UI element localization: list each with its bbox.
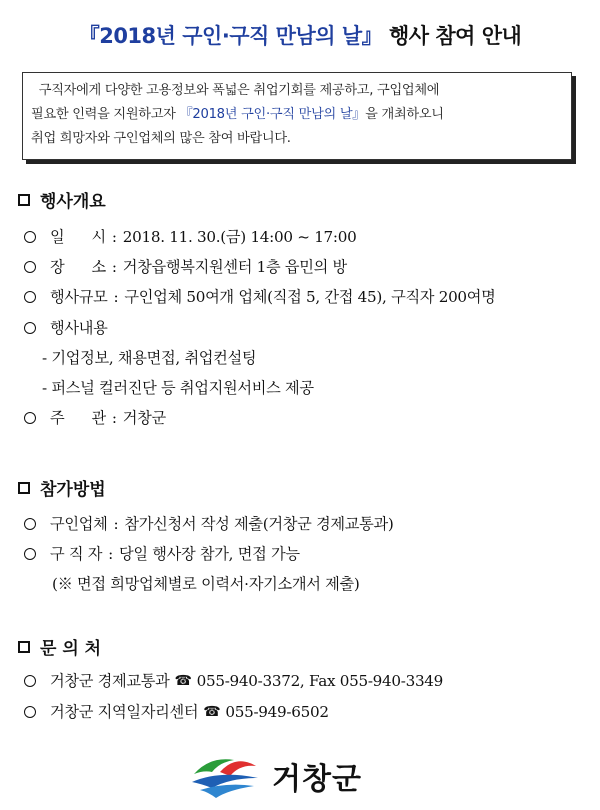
section-contact-label: 문 의 처 <box>40 639 102 659</box>
section-method-heading <box>18 475 106 500</box>
overview-date-row: 일 시 : 2018. 11. 30.(금) 14:00 ~ 17:00 <box>24 226 356 247</box>
telephone-icon: ☎ <box>203 703 221 720</box>
circle-bullet-icon <box>24 518 36 530</box>
method-note: (※ 면접 희망업체별로 이력서·자기소개서 제출) <box>52 575 360 593</box>
content-item: - 기업정보, 채용면접, 취업컨설팅 <box>42 349 257 367</box>
overview-host-row: 주 관 : 거창군 <box>24 407 166 428</box>
intro-line-2-a: 필요한 인력을 지원하고자 <box>31 107 180 122</box>
intro-line-2 <box>31 103 563 127</box>
section-contact-heading <box>18 634 101 659</box>
contact-row-1 <box>24 670 443 691</box>
company-value: 참가신청서 작성 제출(거창군 경제교통과) <box>124 515 394 533</box>
content-label: 행사내용 <box>50 319 108 337</box>
circle-bullet-icon <box>24 412 36 424</box>
checkbox-bullet-icon <box>18 482 30 494</box>
overview-scale-row: 행사규모 : 구인업체 50여개 업체(직접 5, 간접 45), 구직자 200여명 <box>24 286 496 307</box>
scale-value: 구인업체 50여개 업체(직접 5, 간접 45), 구직자 200여명 <box>124 288 496 306</box>
intro-line-1 <box>31 79 563 103</box>
place-label: 장 소 <box>50 258 106 276</box>
logo-text: 거창군 <box>272 762 362 797</box>
circle-bullet-icon <box>24 261 36 273</box>
overview-place-row: 장 소 : 거창읍행복지원센터 1층 읍민의 방 <box>24 256 347 277</box>
scale-label: 행사규모 <box>50 288 108 306</box>
circle-bullet-icon <box>24 231 36 243</box>
section-overview-heading <box>18 187 106 212</box>
title-event-name: 『2018년 구인·구직 만남의 날』 <box>78 24 383 48</box>
contact-org-2: 거창군 지역일자리센터 <box>50 703 199 721</box>
date-label: 일 시 <box>50 228 106 246</box>
seeker-value: 당일 행사장 참가, 면접 가능 <box>119 545 300 563</box>
circle-bullet-icon <box>24 548 36 560</box>
intro-box <box>22 72 572 160</box>
contact-row-2 <box>24 701 329 722</box>
contact-tel-1: 055-940-3372, Fax 055-940-3349 <box>196 671 444 690</box>
circle-bullet-icon <box>24 322 36 334</box>
section-method-label: 참가방법 <box>40 480 106 500</box>
title-suffix: 행사 참여 안내 <box>382 24 522 48</box>
checkbox-bullet-icon <box>18 641 30 653</box>
method-seeker-row: 구 직 자 : 당일 행사장 참가, 면접 가능 <box>24 543 300 564</box>
host-label: 주 관 <box>50 409 106 427</box>
host-value: 거창군 <box>122 409 166 427</box>
date-value: 2018. 11. 30.(금) 14:00 ~ 17:00 <box>122 228 357 246</box>
section-overview-label: 행사개요 <box>40 192 106 212</box>
intro-line-2-b: 을 개최하오니 <box>365 107 444 122</box>
method-company-row: 구인업체 : 참가신청서 작성 제출(거창군 경제교통과) <box>24 513 393 534</box>
intro-event-name: 『2018년 구인·구직 만남의 날』 <box>179 107 366 122</box>
circle-bullet-icon <box>24 675 36 687</box>
geochang-logo <box>190 752 362 800</box>
page-title <box>0 20 600 50</box>
geochang-emblem-icon <box>190 752 260 800</box>
contact-org-1: 거창군 경제교통과 <box>50 672 170 690</box>
intro-line-3: 취업 희망자와 구인업체의 많은 참여 바랍니다. <box>31 131 291 146</box>
contact-tel-2: 055-949-6502 <box>225 702 329 721</box>
circle-bullet-icon <box>24 706 36 718</box>
telephone-icon: ☎ <box>174 672 192 689</box>
place-value: 거창읍행복지원센터 1층 읍민의 방 <box>122 258 347 276</box>
checkbox-bullet-icon <box>18 194 30 206</box>
circle-bullet-icon <box>24 291 36 303</box>
overview-content-row <box>24 317 108 338</box>
intro-line-1-text: 구직자에게 다양한 고용정보와 폭넓은 취업기회를 제공하고, 구입업체에 <box>38 83 440 98</box>
seeker-label: 구 직 자 <box>50 545 103 563</box>
content-item: - 퍼스널 컬러진단 등 취업지원서비스 제공 <box>42 379 314 397</box>
company-label: 구인업체 <box>50 515 108 533</box>
